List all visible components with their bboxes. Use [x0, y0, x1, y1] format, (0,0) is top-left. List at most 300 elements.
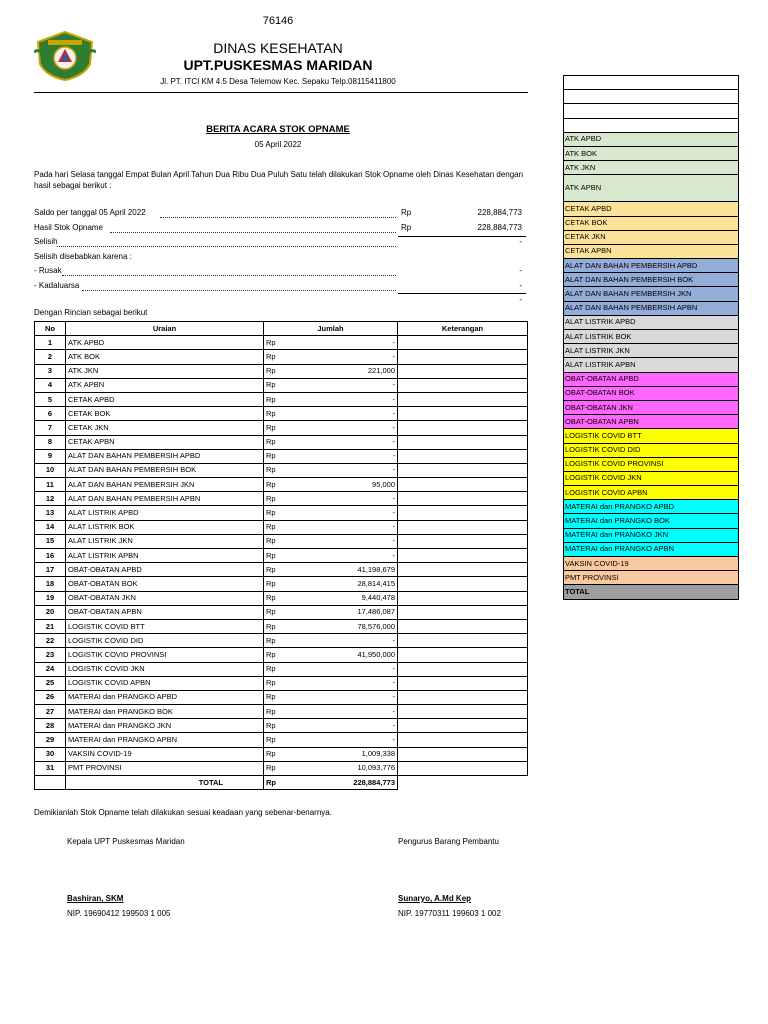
row-rp: Rp	[264, 662, 294, 676]
row-no: 21	[35, 619, 66, 633]
row-jumlah: -	[294, 336, 398, 350]
side-row	[564, 301, 739, 315]
row-jumlah: -	[294, 520, 398, 534]
row-rp: Rp	[264, 634, 294, 648]
row-rp: Rp	[264, 407, 294, 421]
header-uraian: Uraian	[66, 322, 264, 336]
row-keterangan	[398, 747, 528, 761]
row-jumlah: -	[294, 435, 398, 449]
row-rp: Rp	[264, 705, 294, 719]
side-row	[564, 230, 739, 244]
row-uraian: OBAT-OBATAN BOK	[66, 577, 264, 591]
table-row	[35, 676, 528, 690]
table-row	[35, 463, 528, 477]
row-keterangan	[398, 435, 528, 449]
row-jumlah: 9,440,478	[294, 591, 398, 605]
side-row-label: TOTAL	[564, 585, 739, 599]
side-row	[564, 216, 739, 230]
side-row-label: MATERAI dan PRANGKO APBN	[564, 542, 739, 556]
row-uraian: ALAT DAN BAHAN PEMBERSIH BOK	[66, 463, 264, 477]
row-uraian: CETAK BOK	[66, 407, 264, 421]
closing-text: Demikianlah Stok Opname telah dilakukan sesuai keadaan yang sebenar-benarnya.	[34, 808, 332, 817]
table-row	[35, 449, 528, 463]
row-jumlah: -	[294, 421, 398, 435]
row-rp: Rp	[264, 350, 294, 364]
row-keterangan	[398, 364, 528, 378]
row-keterangan	[398, 407, 528, 421]
row-rp: Rp	[264, 421, 294, 435]
row-uraian: ALAT LISTRIK APBN	[66, 549, 264, 563]
side-row	[564, 557, 739, 571]
right-signer-nip: NIP. 19770311 199603 1 002	[398, 909, 501, 918]
row-uraian: MATERAI dan PRANGKO APBN	[66, 733, 264, 747]
side-row	[564, 146, 739, 160]
row-no: 11	[35, 478, 66, 492]
row-keterangan	[398, 463, 528, 477]
side-row	[564, 161, 739, 175]
row-no: 3	[35, 364, 66, 378]
table-header-row	[35, 322, 528, 336]
row-rp: Rp	[264, 520, 294, 534]
rincian-label: Dengan Rincian sebagai berikut	[34, 308, 148, 317]
side-row	[564, 400, 739, 414]
side-row	[564, 514, 739, 528]
side-row-label: OBAT-OBATAN APBD	[564, 372, 739, 386]
table-row	[35, 478, 528, 492]
row-no: 4	[35, 378, 66, 392]
table-row	[35, 733, 528, 747]
row-jumlah: 10,093,776	[294, 761, 398, 775]
side-row	[564, 386, 739, 400]
side-row	[564, 118, 739, 132]
row-no: 12	[35, 492, 66, 506]
row-rp: Rp	[264, 563, 294, 577]
row-keterangan	[398, 563, 528, 577]
row-jumlah: 41,198,679	[294, 563, 398, 577]
left-signer-name: Bashiran, SKM	[67, 894, 124, 903]
row-uraian: LOGISTIK COVID DID	[66, 634, 264, 648]
table-row	[35, 563, 528, 577]
row-no: 6	[35, 407, 66, 421]
row-uraian: ALAT DAN BAHAN PEMBERSIH APBD	[66, 449, 264, 463]
row-uraian: LOGISTIK COVID APBN	[66, 676, 264, 690]
row-keterangan	[398, 634, 528, 648]
right-signer-title: Pengurus Barang Pembantu	[398, 837, 499, 846]
row-uraian: LOGISTIK COVID BTT	[66, 619, 264, 633]
row-jumlah: 28,814,415	[294, 577, 398, 591]
puskesmas-logo-icon	[34, 30, 96, 82]
page-title: BERITA ACARA STOK OPNAME	[206, 124, 350, 135]
row-no: 9	[35, 449, 66, 463]
row-rp: Rp	[264, 591, 294, 605]
row-jumlah: -	[294, 719, 398, 733]
kadaluarsa-value: -	[519, 281, 522, 290]
table-row	[35, 761, 528, 775]
row-no: 14	[35, 520, 66, 534]
side-row-label: MATERAI dan PRANGKO APBD	[564, 500, 739, 514]
side-row-label: CETAK BOK	[564, 216, 739, 230]
row-keterangan	[398, 761, 528, 775]
side-row	[564, 528, 739, 542]
row-keterangan	[398, 676, 528, 690]
row-no: 27	[35, 705, 66, 719]
side-row-label: ALAT DAN BAHAN PEMBERSIH APBN	[564, 301, 739, 315]
side-row	[564, 273, 739, 287]
row-rp: Rp	[264, 378, 294, 392]
table-row	[35, 520, 528, 534]
table-row	[35, 407, 528, 421]
row-rp: Rp	[264, 747, 294, 761]
row-keterangan	[398, 733, 528, 747]
row-rp: Rp	[264, 478, 294, 492]
row-rp: Rp	[264, 534, 294, 548]
side-row-label: CETAK APBD	[564, 202, 739, 216]
row-uraian: OBAT-OBATAN APBD	[66, 563, 264, 577]
side-row-label: OBAT-OBATAN BOK	[564, 386, 739, 400]
header-no: No	[35, 322, 66, 336]
row-uraian: ATK APBN	[66, 378, 264, 392]
row-no: 8	[35, 435, 66, 449]
row-no: 2	[35, 350, 66, 364]
side-row-label: LOGISTIK COVID APBN	[564, 486, 739, 500]
document-number: 76146	[262, 15, 294, 27]
table-row	[35, 591, 528, 605]
side-row	[564, 202, 739, 216]
row-uraian: MATERAI dan PRANGKO JKN	[66, 719, 264, 733]
side-row	[564, 330, 739, 344]
side-row	[564, 358, 739, 372]
org-line2: UPT.PUSKESMAS MARIDAN	[183, 57, 373, 73]
row-rp: Rp	[264, 690, 294, 704]
row-jumlah: -	[294, 392, 398, 406]
side-row-label	[564, 104, 739, 118]
row-jumlah: -	[294, 407, 398, 421]
side-row-label: ATK APBD	[564, 132, 739, 146]
row-rp: Rp	[264, 648, 294, 662]
row-uraian: ALAT LISTRIK JKN	[66, 534, 264, 548]
row-no: 16	[35, 549, 66, 563]
side-row	[564, 175, 739, 202]
table-row	[35, 350, 528, 364]
hasil-value: 228,884,773	[477, 223, 522, 232]
row-jumlah: -	[294, 492, 398, 506]
row-no: 22	[35, 634, 66, 648]
side-row-label: OBAT-OBATAN APBN	[564, 415, 739, 429]
row-no: 20	[35, 605, 66, 619]
row-rp: Rp	[264, 449, 294, 463]
side-row-label: ALAT DAN BAHAN PEMBERSIH BOK	[564, 273, 739, 287]
row-keterangan	[398, 591, 528, 605]
row-jumlah: -	[294, 662, 398, 676]
row-no: 25	[35, 676, 66, 690]
table-row	[35, 378, 528, 392]
row-rp: Rp	[264, 577, 294, 591]
org-line1: DINAS KESEHATAN	[213, 40, 343, 56]
side-row-label	[564, 118, 739, 132]
row-jumlah: 17,486,087	[294, 605, 398, 619]
side-row-label	[564, 76, 739, 90]
side-row-label: LOGISTIK COVID DID	[564, 443, 739, 457]
side-row-label: CETAK JKN	[564, 230, 739, 244]
row-no: 29	[35, 733, 66, 747]
table-row	[35, 619, 528, 633]
table-row	[35, 421, 528, 435]
table-row	[35, 549, 528, 563]
row-rp: Rp	[264, 605, 294, 619]
row-jumlah: -	[294, 705, 398, 719]
row-no: 30	[35, 747, 66, 761]
total-rp: Rp	[264, 776, 294, 790]
side-row-label	[564, 90, 739, 104]
row-keterangan	[398, 520, 528, 534]
table-row	[35, 506, 528, 520]
side-row-label: ALAT LISTRIK APBD	[564, 315, 739, 329]
row-rp: Rp	[264, 506, 294, 520]
row-rp: Rp	[264, 761, 294, 775]
left-signer-nip: NIP. 19690412 199503 1 005	[67, 909, 171, 918]
table-row	[35, 705, 528, 719]
side-row	[564, 104, 739, 118]
table-row	[35, 605, 528, 619]
row-keterangan	[398, 421, 528, 435]
row-uraian: ATK BOK	[66, 350, 264, 364]
side-row	[564, 132, 739, 146]
row-rp: Rp	[264, 392, 294, 406]
side-row-label: LOGISTIK COVID JKN	[564, 471, 739, 485]
side-row	[564, 585, 739, 599]
side-row-label: MATERAI dan PRANGKO BOK	[564, 514, 739, 528]
table-row	[35, 747, 528, 761]
row-keterangan	[398, 549, 528, 563]
row-keterangan	[398, 690, 528, 704]
side-row	[564, 372, 739, 386]
side-row	[564, 542, 739, 556]
table-row	[35, 690, 528, 704]
row-no: 19	[35, 591, 66, 605]
row-keterangan	[398, 605, 528, 619]
row-rp: Rp	[264, 364, 294, 378]
intro-paragraph: Pada hari Selasa tanggal Empat Bulan April Tahun Dua Ribu Dua Puluh Satu telah dilakukan Stok Opname oleh Dinas Kesehatan dengan hasil sebagai berikut :	[34, 170, 524, 190]
selisih-value: -	[519, 237, 522, 246]
side-row	[564, 457, 739, 471]
left-signer-title: Kepala UPT Puskesmas Maridan	[67, 837, 185, 846]
row-jumlah: -	[294, 634, 398, 648]
org-address: Jl. PT. ITCI KM 4.5 Desa Telemow Kec. Sepaku Telp.08115411800	[160, 77, 396, 86]
row-uraian: OBAT-OBATAN APBN	[66, 605, 264, 619]
row-jumlah: 78,576,000	[294, 619, 398, 633]
summary-total-value: -	[519, 295, 522, 304]
saldo-label: Saldo per tanggal 05 April 2022	[34, 208, 146, 217]
side-row-label: ATK JKN	[564, 161, 739, 175]
row-no: 28	[35, 719, 66, 733]
side-row	[564, 571, 739, 585]
row-uraian: ATK APBD	[66, 336, 264, 350]
row-keterangan	[398, 449, 528, 463]
row-keterangan	[398, 392, 528, 406]
side-row	[564, 471, 739, 485]
row-uraian: OBAT-OBATAN JKN	[66, 591, 264, 605]
side-row-label: ALAT DAN BAHAN PEMBERSIH APBD	[564, 259, 739, 273]
row-no: 23	[35, 648, 66, 662]
row-jumlah: 41,950,000	[294, 648, 398, 662]
row-jumlah: 221,000	[294, 364, 398, 378]
header-divider	[34, 92, 528, 93]
row-jumlah: -	[294, 506, 398, 520]
saldo-value: 228,884,773	[477, 208, 522, 217]
row-keterangan	[398, 705, 528, 719]
row-no: 18	[35, 577, 66, 591]
row-uraian: CETAK APBD	[66, 392, 264, 406]
row-uraian: ALAT LISTRIK APBD	[66, 506, 264, 520]
row-rp: Rp	[264, 336, 294, 350]
row-jumlah: -	[294, 690, 398, 704]
row-keterangan	[398, 506, 528, 520]
row-no: 13	[35, 506, 66, 520]
row-jumlah: -	[294, 378, 398, 392]
row-rp: Rp	[264, 492, 294, 506]
row-jumlah: -	[294, 676, 398, 690]
side-row-label: LOGISTIK COVID PROVINSI	[564, 457, 739, 471]
side-row	[564, 486, 739, 500]
side-row	[564, 415, 739, 429]
row-uraian: ALAT DAN BAHAN PEMBERSIH APBN	[66, 492, 264, 506]
side-row	[564, 90, 739, 104]
row-uraian: ALAT LISTRIK BOK	[66, 520, 264, 534]
side-row-label: PMT PROVINSI	[564, 571, 739, 585]
row-no: 26	[35, 690, 66, 704]
saldo-rp: Rp	[401, 208, 412, 217]
row-uraian: PMT PROVINSI	[66, 761, 264, 775]
row-uraian: CETAK JKN	[66, 421, 264, 435]
row-no: 15	[35, 534, 66, 548]
document-date: 05 April 2022	[254, 140, 302, 149]
row-keterangan	[398, 648, 528, 662]
table-row	[35, 336, 528, 350]
row-keterangan	[398, 378, 528, 392]
side-row-label: ALAT DAN BAHAN PEMBERSIH JKN	[564, 287, 739, 301]
row-no: 1	[35, 336, 66, 350]
hasil-rp: Rp	[401, 223, 412, 232]
row-keterangan	[398, 336, 528, 350]
rincian-table	[34, 321, 528, 790]
side-row-label: CETAK APBN	[564, 244, 739, 258]
row-uraian: ATK JKN	[66, 364, 264, 378]
row-keterangan	[398, 534, 528, 548]
row-rp: Rp	[264, 719, 294, 733]
row-rp: Rp	[264, 733, 294, 747]
side-row	[564, 259, 739, 273]
hasil-label: Hasil Stok Opname	[34, 223, 103, 232]
row-uraian: CETAK APBN	[66, 435, 264, 449]
side-row	[564, 443, 739, 457]
side-row	[564, 344, 739, 358]
row-uraian: LOGISTIK COVID JKN	[66, 662, 264, 676]
row-no: 24	[35, 662, 66, 676]
row-keterangan	[398, 577, 528, 591]
table-row	[35, 364, 528, 378]
table-row	[35, 435, 528, 449]
row-keterangan	[398, 662, 528, 676]
header-keterangan: Keterangan	[398, 322, 528, 336]
row-no: 7	[35, 421, 66, 435]
row-no: 5	[35, 392, 66, 406]
right-signer-name: Sunaryo, A.Md Kep	[398, 894, 472, 903]
row-jumlah: 1,009,338	[294, 747, 398, 761]
row-uraian: MATERAI dan PRANGKO BOK	[66, 705, 264, 719]
rusak-label: - Rusak	[34, 266, 62, 275]
row-rp: Rp	[264, 619, 294, 633]
row-jumlah: 95,000	[294, 478, 398, 492]
row-keterangan	[398, 619, 528, 633]
table-row	[35, 634, 528, 648]
row-rp: Rp	[264, 549, 294, 563]
row-jumlah: -	[294, 534, 398, 548]
row-rp: Rp	[264, 435, 294, 449]
table-row	[35, 648, 528, 662]
side-row	[564, 429, 739, 443]
row-keterangan	[398, 350, 528, 364]
row-uraian: LOGISTIK COVID PROVINSI	[66, 648, 264, 662]
row-uraian: ALAT DAN BAHAN PEMBERSIH JKN	[66, 478, 264, 492]
side-row-label: ALAT LISTRIK JKN	[564, 344, 739, 358]
side-category-table	[563, 75, 739, 600]
side-row	[564, 244, 739, 258]
table-row	[35, 719, 528, 733]
side-row	[564, 315, 739, 329]
table-row	[35, 577, 528, 591]
side-row	[564, 76, 739, 90]
table-row	[35, 534, 528, 548]
row-jumlah: -	[294, 449, 398, 463]
table-row	[35, 662, 528, 676]
row-keterangan	[398, 478, 528, 492]
side-row-label: ATK BOK	[564, 146, 739, 160]
row-uraian: VAKSIN COVID-19	[66, 747, 264, 761]
rusak-value: -	[519, 266, 522, 275]
side-row-label: MATERAI dan PRANGKO JKN	[564, 528, 739, 542]
row-keterangan	[398, 719, 528, 733]
table-row	[35, 492, 528, 506]
row-no: 17	[35, 563, 66, 577]
total-value: 228,884,773	[294, 776, 398, 790]
side-row	[564, 287, 739, 301]
total-label: TOTAL	[66, 776, 264, 790]
row-jumlah: -	[294, 463, 398, 477]
row-keterangan	[398, 492, 528, 506]
row-jumlah: -	[294, 733, 398, 747]
row-rp: Rp	[264, 676, 294, 690]
side-row-label: ALAT LISTRIK BOK	[564, 330, 739, 344]
table-row	[35, 392, 528, 406]
row-jumlah: -	[294, 350, 398, 364]
table-total-row	[35, 776, 528, 790]
side-row-label: ATK APBN	[564, 175, 739, 202]
row-uraian: MATERAI dan PRANGKO APBD	[66, 690, 264, 704]
side-row-label: LOGISTIK COVID BTT	[564, 429, 739, 443]
side-row-label: OBAT-OBATAN JKN	[564, 400, 739, 414]
kadaluarsa-label: - Kadaluarsa	[34, 281, 80, 290]
row-jumlah: -	[294, 549, 398, 563]
sebab-label: Selisih disebabkan karena :	[34, 252, 132, 261]
row-rp: Rp	[264, 463, 294, 477]
row-no: 31	[35, 761, 66, 775]
side-row	[564, 500, 739, 514]
selisih-label: Selisih	[34, 237, 58, 246]
row-no: 10	[35, 463, 66, 477]
side-row-label: VAKSIN COVID-19	[564, 557, 739, 571]
header-jumlah: Jumlah	[264, 322, 398, 336]
side-row-label: ALAT LISTRIK APBN	[564, 358, 739, 372]
